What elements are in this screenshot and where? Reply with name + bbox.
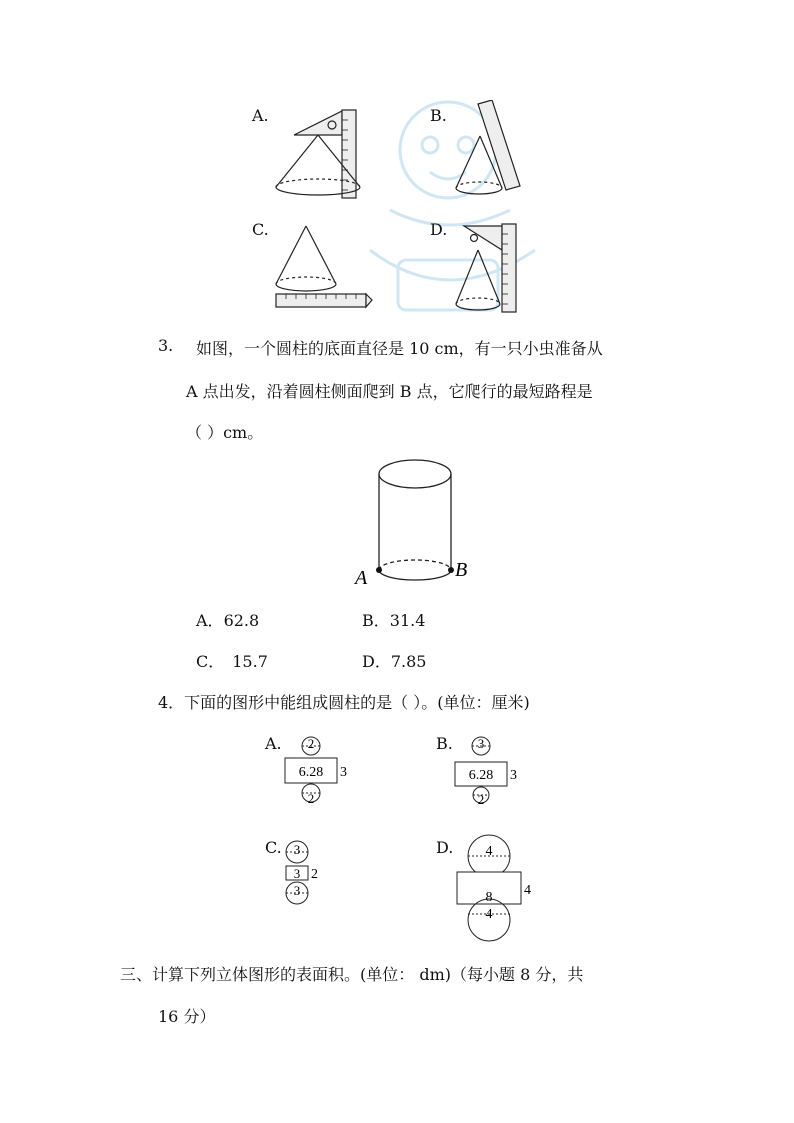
q4-option-b-label[interactable]: B. (436, 734, 453, 753)
svg-text:2: 2 (311, 867, 318, 882)
q2-figure-c (270, 222, 375, 312)
svg-text:8: 8 (485, 890, 493, 905)
svg-text:3: 3 (477, 736, 485, 751)
q4-question-text: 4．下面的图形中能组成圆柱的是（ ）。(单位：厘米) (158, 693, 530, 712)
svg-text:4: 4 (485, 907, 493, 922)
q4-option-b-figure (450, 736, 530, 806)
svg-text:2: 2 (307, 736, 315, 751)
q2-option-a-label[interactable]: A. (252, 106, 269, 125)
svg-text:3: 3 (293, 866, 301, 881)
q4-option-c-label[interactable]: C. (265, 838, 282, 857)
svg-text:3: 3 (510, 768, 517, 783)
point-b-label: B (455, 559, 468, 581)
q3-option-a[interactable]: A．62.8 (196, 611, 260, 630)
section3-heading-line1: 三、计算下列立体图形的表面积。(单位： dm)（每小题 8 分，共 (120, 965, 584, 984)
q2-option-b-label[interactable]: B. (430, 106, 447, 125)
svg-text:4: 4 (524, 883, 531, 898)
point-a-dot (376, 567, 382, 573)
point-a-label: A (355, 567, 368, 589)
section3-heading-line2: 16 分） (158, 1007, 216, 1026)
svg-text:6.28: 6.28 (468, 768, 494, 783)
q3-option-d[interactable]: D．7.85 (362, 652, 427, 671)
q3-option-b[interactable]: B．31.4 (362, 611, 426, 630)
svg-text:4: 4 (485, 844, 493, 859)
q3-text-line2: A 点出发，沿着圆柱侧面爬到 B 点，它爬行的最短路程是 (186, 382, 593, 401)
q4-option-a-figure (280, 736, 360, 806)
q4-option-d-figure (450, 834, 540, 944)
q2-option-c-label[interactable]: C. (252, 220, 269, 239)
q2-figure-d (450, 222, 525, 317)
svg-text:2: 2 (307, 791, 315, 806)
svg-text:6.28: 6.28 (298, 765, 324, 780)
q4-option-d-label[interactable]: D. (436, 838, 454, 857)
q4-option-c-figure (280, 840, 340, 910)
q2-figure-b (450, 100, 530, 200)
svg-text:3: 3 (340, 765, 347, 780)
q4-option-a-label[interactable]: A. (265, 734, 282, 753)
svg-text:2: 2 (477, 792, 485, 806)
q3-option-c[interactable]: C． 15.7 (196, 652, 268, 671)
q3-answer-blank[interactable]: （ ）cm。 (186, 423, 264, 442)
q2-figure-a (270, 105, 370, 205)
point-b-dot (448, 567, 454, 573)
q3-text-line1: 如图，一个圆柱的底面直径是 10 cm，有一只小虫准备从 (196, 339, 603, 358)
q3-cylinder-figure (350, 452, 480, 592)
svg-text:3: 3 (293, 883, 301, 898)
q2-option-d-label[interactable]: D. (430, 220, 448, 239)
q3-number: 3. (158, 336, 174, 355)
svg-text:3: 3 (293, 842, 301, 857)
